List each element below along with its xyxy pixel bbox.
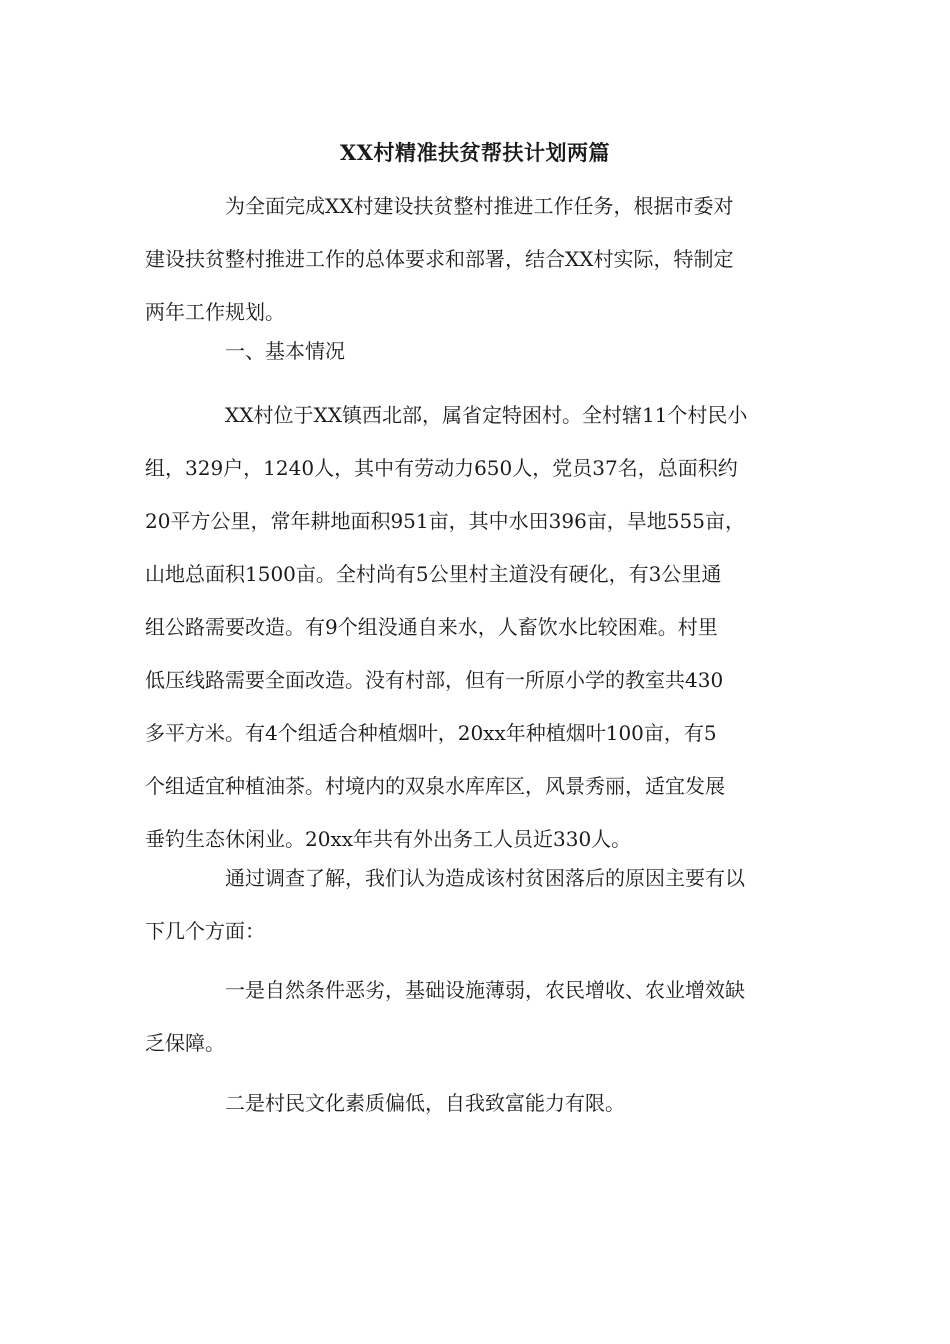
paragraph-line: 组公路需要改造。有9个组没通自来水，人畜饮水比较困难。村里: [145, 615, 718, 639]
paragraph-line: 多平方米。有4个组适合种植烟叶，20xx年种植烟叶100亩，有5: [145, 721, 717, 745]
paragraph-line: 下几个方面：: [145, 919, 265, 943]
paragraph-line: 建设扶贫整村推进工作的总体要求和部署，结合XX村实际，特制定: [145, 247, 734, 271]
paragraph-line: 一是自然条件恶劣，基础设施薄弱，农民增收、农业增效缺: [225, 978, 745, 1002]
document-title: XX村精准扶贫帮扶计划两篇: [339, 140, 611, 165]
paragraph-line: XX村位于XX镇西北部，属省定特困村。全村辖11个村民小: [225, 403, 748, 427]
paragraph-line: 垂钓生态休闲业。20xx年共有外出务工人员近330人。: [145, 827, 632, 851]
paragraph-line: 个组适宜种植油茶。村境内的双泉水库库区，风景秀丽，适宜发展: [145, 774, 725, 798]
paragraph-cause-two: [145, 1077, 807, 1130]
paragraph-line: 20平方公里，常年耕地面积951亩，其中水田396亩，旱地555亩，: [145, 509, 745, 533]
paragraph-line: 通过调查了解，我们认为造成该村贫困落后的原因主要有以: [225, 866, 745, 890]
paragraph-village-overview: [145, 389, 807, 866]
paragraph-line: 两年工作规划。: [145, 300, 285, 324]
paragraph-line: 乏保障。: [145, 1031, 225, 1055]
paragraph-line: 为全面完成XX村建设扶贫整村推进工作任务，根据市委对: [225, 194, 734, 218]
paragraph-line: 低压线路需要全面改造。没有村部，但有一所原小学的教室共430: [145, 668, 724, 692]
paragraph-cause-one: [145, 964, 807, 1070]
paragraph-line: 山地总面积1500亩。全村尚有5公里村主道没有硬化，有3公里通: [145, 562, 722, 586]
section-heading-basic-situation: [145, 325, 807, 378]
paragraph-line: 组，329户，1240人，其中有劳动力650人，党员37名，总面积约: [145, 456, 738, 480]
paragraph-survey-causes: [145, 852, 807, 958]
section-heading-text: 一、基本情况: [225, 339, 345, 363]
paragraph-intro: [145, 180, 807, 339]
paragraph-line: 二是村民文化素质偏低，自我致富能力有限。: [225, 1091, 625, 1115]
